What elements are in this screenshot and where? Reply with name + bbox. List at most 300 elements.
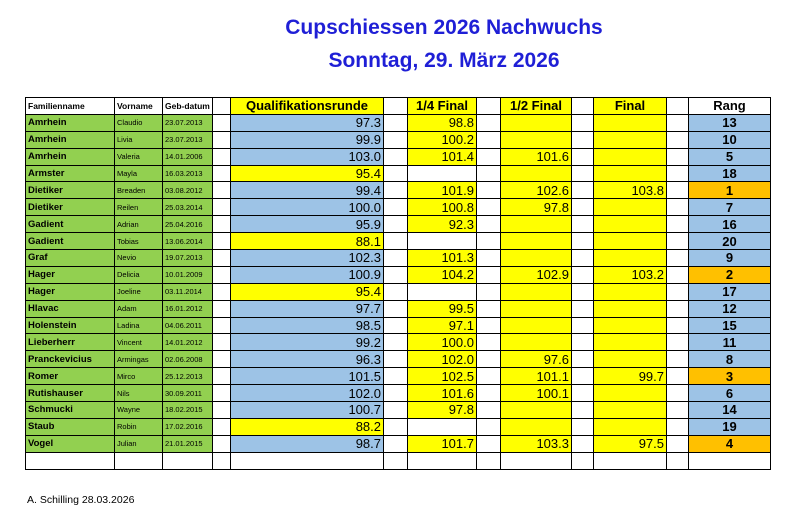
empty-cell — [572, 452, 594, 469]
spacer-cell — [477, 334, 501, 351]
halbfinal-score-cell — [501, 216, 572, 233]
vorname-cell: Ladina — [115, 317, 163, 334]
header-spacer — [667, 98, 689, 115]
spacer-cell — [667, 300, 689, 317]
spacer-cell — [477, 165, 501, 182]
spacer-cell — [213, 266, 231, 283]
geb-datum-cell: 04.06.2011 — [163, 317, 213, 334]
halbfinal-score-cell: 97.8 — [501, 199, 572, 216]
spacer-cell — [572, 300, 594, 317]
spacer-cell — [572, 233, 594, 250]
familienname-cell: Dietiker — [26, 199, 115, 216]
document-subtitle-date: Sonntag, 29. März 2026 — [328, 49, 560, 72]
familienname-cell: Lieberherr — [26, 334, 115, 351]
spacer-cell — [384, 435, 408, 452]
final-score-cell — [594, 300, 667, 317]
final-score-cell — [594, 317, 667, 334]
spacer-cell — [477, 402, 501, 419]
vorname-cell: Breaden — [115, 182, 163, 199]
spacer-cell — [213, 148, 231, 165]
viertelfinal-score-cell — [408, 233, 477, 250]
geb-datum-cell: 25.04.2016 — [163, 216, 213, 233]
empty-cell — [231, 452, 384, 469]
quali-score-cell: 97.7 — [231, 300, 384, 317]
familienname-cell: Armster — [26, 165, 115, 182]
rang-cell: 15 — [689, 317, 771, 334]
spacer-cell — [384, 216, 408, 233]
spacer-cell — [213, 165, 231, 182]
halbfinal-score-cell — [501, 334, 572, 351]
spacer-cell — [572, 418, 594, 435]
final-score-cell: 97.5 — [594, 435, 667, 452]
viertelfinal-score-cell: 98.8 — [408, 114, 477, 131]
header-spacer — [213, 98, 231, 115]
quali-score-cell: 101.5 — [231, 368, 384, 385]
header-qualifikationsrunde: Qualifikationsrunde — [231, 98, 384, 115]
final-score-cell — [594, 385, 667, 402]
table-row — [26, 334, 771, 351]
spacer-cell — [384, 165, 408, 182]
final-score-cell — [594, 199, 667, 216]
familienname-cell: Romer — [26, 368, 115, 385]
viertelfinal-score-cell: 100.8 — [408, 199, 477, 216]
header-halbfinal: 1/2 Final — [501, 98, 572, 115]
vorname-cell: Claudio — [115, 114, 163, 131]
table-row — [26, 266, 771, 283]
halbfinal-score-cell — [501, 233, 572, 250]
familienname-cell: Pranckevicius — [26, 351, 115, 368]
final-score-cell — [594, 334, 667, 351]
spacer-cell — [667, 435, 689, 452]
halbfinal-score-cell — [501, 114, 572, 131]
table-row — [26, 418, 771, 435]
geb-datum-cell: 02.06.2008 — [163, 351, 213, 368]
geb-datum-cell: 14.01.2006 — [163, 148, 213, 165]
spacer-cell — [213, 216, 231, 233]
familienname-cell: Amrhein — [26, 114, 115, 131]
empty-cell — [501, 452, 572, 469]
familienname-cell: Amrhein — [26, 131, 115, 148]
familienname-cell: Graf — [26, 250, 115, 267]
spacer-cell — [477, 131, 501, 148]
rang-cell: 13 — [689, 114, 771, 131]
spacer-cell — [384, 114, 408, 131]
spacer-cell — [384, 300, 408, 317]
spacer-cell — [667, 334, 689, 351]
viertelfinal-score-cell: 104.2 — [408, 266, 477, 283]
empty-cell — [213, 452, 231, 469]
header-spacer — [384, 98, 408, 115]
empty-cell — [667, 452, 689, 469]
spacer-cell — [384, 283, 408, 300]
rang-cell: 3 — [689, 368, 771, 385]
spacer-cell — [213, 283, 231, 300]
vorname-cell: Mirco — [115, 368, 163, 385]
spacer-cell — [384, 233, 408, 250]
spacer-cell — [384, 402, 408, 419]
familienname-cell: Hager — [26, 283, 115, 300]
table-row — [26, 233, 771, 250]
spacer-cell — [572, 402, 594, 419]
header-geb-datum: Geb-datum — [163, 98, 213, 115]
vorname-cell: Adam — [115, 300, 163, 317]
vorname-cell: Julian — [115, 435, 163, 452]
familienname-cell: Holenstein — [26, 317, 115, 334]
table-row — [26, 300, 771, 317]
final-score-cell: 103.2 — [594, 266, 667, 283]
header-rang: Rang — [689, 98, 771, 115]
empty-cell — [163, 452, 213, 469]
spacer-cell — [213, 233, 231, 250]
rang-cell: 10 — [689, 131, 771, 148]
geb-datum-cell: 14.01.2012 — [163, 334, 213, 351]
spacer-cell — [667, 199, 689, 216]
spacer-cell — [477, 266, 501, 283]
vorname-cell: Joeline — [115, 283, 163, 300]
table-row — [26, 368, 771, 385]
spacer-cell — [213, 418, 231, 435]
spacer-cell — [213, 199, 231, 216]
table-row — [26, 435, 771, 452]
quali-score-cell: 97.3 — [231, 114, 384, 131]
spacer-cell — [667, 283, 689, 300]
spacer-cell — [384, 131, 408, 148]
spacer-cell — [384, 317, 408, 334]
halbfinal-score-cell — [501, 300, 572, 317]
vorname-cell: Adrian — [115, 216, 163, 233]
quali-score-cell: 95.9 — [231, 216, 384, 233]
familienname-cell: Staub — [26, 418, 115, 435]
spacer-cell — [384, 334, 408, 351]
spacer-cell — [477, 148, 501, 165]
geb-datum-cell: 19.07.2013 — [163, 250, 213, 267]
viertelfinal-score-cell: 101.4 — [408, 148, 477, 165]
spacer-cell — [384, 351, 408, 368]
familienname-cell: Gadient — [26, 233, 115, 250]
table-row — [26, 351, 771, 368]
spacer-cell — [667, 385, 689, 402]
spacer-cell — [667, 418, 689, 435]
viertelfinal-score-cell — [408, 165, 477, 182]
halbfinal-score-cell — [501, 418, 572, 435]
header-final: Final — [594, 98, 667, 115]
spacer-cell — [477, 351, 501, 368]
viertelfinal-score-cell: 97.1 — [408, 317, 477, 334]
final-score-cell — [594, 233, 667, 250]
header-viertelfinal: 1/4 Final — [408, 98, 477, 115]
vorname-cell: Nils — [115, 385, 163, 402]
spacer-cell — [572, 216, 594, 233]
rang-cell: 16 — [689, 216, 771, 233]
spacer-cell — [477, 317, 501, 334]
vorname-cell: Delicia — [115, 266, 163, 283]
vorname-cell: Robin — [115, 418, 163, 435]
spacer-cell — [667, 250, 689, 267]
rang-cell: 14 — [689, 402, 771, 419]
spacer-cell — [477, 435, 501, 452]
spacer-cell — [213, 317, 231, 334]
header-row — [26, 98, 771, 115]
spacer-cell — [213, 435, 231, 452]
halbfinal-score-cell: 102.9 — [501, 266, 572, 283]
spacer-cell — [667, 165, 689, 182]
header-familienname: Familienname — [26, 98, 115, 115]
spacer-cell — [667, 216, 689, 233]
viertelfinal-score-cell: 100.0 — [408, 334, 477, 351]
spacer-cell — [213, 385, 231, 402]
spacer-cell — [384, 182, 408, 199]
spacer-cell — [667, 317, 689, 334]
table-row — [26, 165, 771, 182]
quali-score-cell: 100.0 — [231, 199, 384, 216]
viertelfinal-score-cell: 101.7 — [408, 435, 477, 452]
quali-score-cell: 98.7 — [231, 435, 384, 452]
rang-cell: 18 — [689, 165, 771, 182]
final-score-cell — [594, 250, 667, 267]
familienname-cell: Dietiker — [26, 182, 115, 199]
quali-score-cell: 96.3 — [231, 351, 384, 368]
spacer-cell — [572, 148, 594, 165]
spacer-cell — [667, 114, 689, 131]
empty-cell — [689, 452, 771, 469]
spacer-cell — [667, 402, 689, 419]
results-table — [25, 97, 771, 470]
familienname-cell: Rutishauser — [26, 385, 115, 402]
viertelfinal-score-cell: 99.5 — [408, 300, 477, 317]
spacer-cell — [477, 368, 501, 385]
spacer-cell — [384, 418, 408, 435]
empty-cell — [115, 452, 163, 469]
final-score-cell — [594, 402, 667, 419]
quali-score-cell: 95.4 — [231, 283, 384, 300]
familienname-cell: Hager — [26, 266, 115, 283]
quali-score-cell: 103.0 — [231, 148, 384, 165]
spacer-cell — [477, 418, 501, 435]
halbfinal-score-cell — [501, 250, 572, 267]
quali-score-cell: 102.0 — [231, 385, 384, 402]
spacer-cell — [384, 148, 408, 165]
viertelfinal-score-cell: 100.2 — [408, 131, 477, 148]
spacer-cell — [213, 351, 231, 368]
rang-cell: 9 — [689, 250, 771, 267]
familienname-cell: Amrhein — [26, 148, 115, 165]
spacer-cell — [213, 402, 231, 419]
viertelfinal-score-cell: 102.5 — [408, 368, 477, 385]
geb-datum-cell: 10.01.2009 — [163, 266, 213, 283]
viertelfinal-score-cell: 92.3 — [408, 216, 477, 233]
geb-datum-cell: 23.07.2013 — [163, 131, 213, 148]
spacer-cell — [213, 131, 231, 148]
header-vorname: Vorname — [115, 98, 163, 115]
familienname-cell: Hlavac — [26, 300, 115, 317]
final-score-cell: 103.8 — [594, 182, 667, 199]
vorname-cell: Mayla — [115, 165, 163, 182]
table-row — [26, 182, 771, 199]
spacer-cell — [477, 233, 501, 250]
viertelfinal-score-cell: 97.8 — [408, 402, 477, 419]
rang-cell: 19 — [689, 418, 771, 435]
spacer-cell — [384, 385, 408, 402]
header-spacer — [477, 98, 501, 115]
spacer-cell — [213, 334, 231, 351]
geb-datum-cell: 13.06.2014 — [163, 233, 213, 250]
rang-cell: 20 — [689, 233, 771, 250]
spacer-cell — [572, 351, 594, 368]
spacer-cell — [572, 199, 594, 216]
viertelfinal-score-cell — [408, 283, 477, 300]
quali-score-cell: 95.4 — [231, 165, 384, 182]
rang-cell: 6 — [689, 385, 771, 402]
final-score-cell — [594, 114, 667, 131]
table-row — [26, 385, 771, 402]
familienname-cell: Vogel — [26, 435, 115, 452]
final-score-cell — [594, 283, 667, 300]
halbfinal-score-cell: 101.6 — [501, 148, 572, 165]
table-row — [26, 131, 771, 148]
spacer-cell — [667, 148, 689, 165]
rang-cell: 2 — [689, 266, 771, 283]
spacer-cell — [572, 250, 594, 267]
spacer-cell — [477, 114, 501, 131]
quali-score-cell: 102.3 — [231, 250, 384, 267]
final-score-cell — [594, 351, 667, 368]
footer-author-date: A. Schilling 28.03.2026 — [27, 494, 135, 506]
spacer-cell — [384, 368, 408, 385]
spacer-cell — [213, 300, 231, 317]
halbfinal-score-cell — [501, 317, 572, 334]
geb-datum-cell: 25.12.2013 — [163, 368, 213, 385]
quali-score-cell: 100.9 — [231, 266, 384, 283]
vorname-cell: Wayne — [115, 402, 163, 419]
spacer-cell — [477, 199, 501, 216]
vorname-cell: Reilen — [115, 199, 163, 216]
empty-cell — [594, 452, 667, 469]
table-row — [26, 148, 771, 165]
rang-cell: 11 — [689, 334, 771, 351]
spacer-cell — [477, 300, 501, 317]
empty-cell — [26, 452, 115, 469]
table-row — [26, 216, 771, 233]
header-spacer — [572, 98, 594, 115]
table-row — [26, 199, 771, 216]
rang-cell: 12 — [689, 300, 771, 317]
spacer-cell — [572, 131, 594, 148]
rang-cell: 8 — [689, 351, 771, 368]
halbfinal-score-cell: 103.3 — [501, 435, 572, 452]
geb-datum-cell: 25.03.2014 — [163, 199, 213, 216]
spacer-cell — [213, 250, 231, 267]
viertelfinal-score-cell — [408, 418, 477, 435]
empty-cell — [477, 452, 501, 469]
geb-datum-cell: 03.11.2014 — [163, 283, 213, 300]
halbfinal-score-cell: 97.6 — [501, 351, 572, 368]
geb-datum-cell: 30.09.2011 — [163, 385, 213, 402]
table-row — [26, 114, 771, 131]
viertelfinal-score-cell: 101.9 — [408, 182, 477, 199]
spacer-cell — [572, 266, 594, 283]
geb-datum-cell: 03.08.2012 — [163, 182, 213, 199]
vorname-cell: Vincent — [115, 334, 163, 351]
quali-score-cell: 99.2 — [231, 334, 384, 351]
spacer-cell — [572, 165, 594, 182]
spacer-cell — [667, 368, 689, 385]
rang-cell: 4 — [689, 435, 771, 452]
spacer-cell — [572, 114, 594, 131]
spacer-cell — [572, 368, 594, 385]
empty-cell — [384, 452, 408, 469]
final-score-cell — [594, 418, 667, 435]
rang-cell: 5 — [689, 148, 771, 165]
final-score-cell: 99.7 — [594, 368, 667, 385]
halbfinal-score-cell — [501, 283, 572, 300]
rang-cell: 17 — [689, 283, 771, 300]
spacer-cell — [213, 368, 231, 385]
spacer-cell — [213, 114, 231, 131]
vorname-cell: Nevio — [115, 250, 163, 267]
rang-cell: 7 — [689, 199, 771, 216]
viertelfinal-score-cell: 102.0 — [408, 351, 477, 368]
spacer-cell — [667, 182, 689, 199]
quali-score-cell: 98.5 — [231, 317, 384, 334]
empty-cell — [408, 452, 477, 469]
empty-row — [26, 452, 771, 469]
document-title: Cupschiessen 2026 Nachwuchs — [285, 16, 603, 39]
spacer-cell — [572, 182, 594, 199]
final-score-cell — [594, 216, 667, 233]
spacer-cell — [572, 385, 594, 402]
geb-datum-cell: 21.01.2015 — [163, 435, 213, 452]
spacer-cell — [477, 182, 501, 199]
table-row — [26, 250, 771, 267]
familienname-cell: Gadient — [26, 216, 115, 233]
spacer-cell — [384, 266, 408, 283]
familienname-cell: Schmucki — [26, 402, 115, 419]
spacer-cell — [572, 334, 594, 351]
halbfinal-score-cell: 102.6 — [501, 182, 572, 199]
final-score-cell — [594, 165, 667, 182]
spacer-cell — [477, 216, 501, 233]
quali-score-cell: 88.2 — [231, 418, 384, 435]
table-row — [26, 317, 771, 334]
geb-datum-cell: 23.07.2013 — [163, 114, 213, 131]
spacer-cell — [213, 182, 231, 199]
spacer-cell — [384, 199, 408, 216]
spacer-cell — [667, 131, 689, 148]
quali-score-cell: 88.1 — [231, 233, 384, 250]
halbfinal-score-cell — [501, 165, 572, 182]
quali-score-cell: 100.7 — [231, 402, 384, 419]
geb-datum-cell: 16.01.2012 — [163, 300, 213, 317]
table-row — [26, 402, 771, 419]
geb-datum-cell: 18.02.2015 — [163, 402, 213, 419]
vorname-cell: Tobias — [115, 233, 163, 250]
spacer-cell — [477, 385, 501, 402]
spacer-cell — [477, 250, 501, 267]
halbfinal-score-cell — [501, 402, 572, 419]
quali-score-cell: 99.9 — [231, 131, 384, 148]
spacer-cell — [477, 283, 501, 300]
viertelfinal-score-cell: 101.3 — [408, 250, 477, 267]
spacer-cell — [572, 317, 594, 334]
vorname-cell: Valeria — [115, 148, 163, 165]
spacer-cell — [667, 351, 689, 368]
spacer-cell — [572, 435, 594, 452]
spacer-cell — [384, 250, 408, 267]
halbfinal-score-cell: 101.1 — [501, 368, 572, 385]
quali-score-cell: 99.4 — [231, 182, 384, 199]
halbfinal-score-cell: 100.1 — [501, 385, 572, 402]
halbfinal-score-cell — [501, 131, 572, 148]
